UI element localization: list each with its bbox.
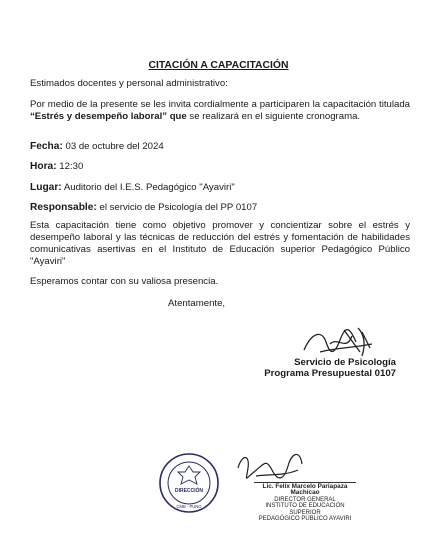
intro-text-after: se realizará en el siguiente cronograma.: [186, 111, 361, 122]
official-seal: [158, 452, 220, 514]
director-role: DIRECTOR GENERAL: [274, 496, 336, 503]
responsable-line: [30, 202, 410, 214]
director-name: Lic. Felix Marcelo Pariapaza Machicao: [254, 482, 356, 497]
hora-label: Hora:: [30, 161, 57, 172]
fecha-line: [30, 141, 410, 153]
intro-que: que: [167, 111, 187, 122]
document-title: CITACIÓN A CAPACITACIÓN: [148, 60, 289, 71]
closing-line: Esperamos contar con su valiosa presencia.: [30, 276, 219, 287]
signature-line-2: Programa Presupuestal 0107: [264, 368, 396, 379]
intro-text-before: Por medio de la presente se les invita cordialmente a participaren la capacitación titulada: [30, 99, 410, 110]
greeting: Estimados docentes y personal administrativo:: [30, 78, 228, 89]
director-signature: [232, 446, 306, 484]
sign-off: Atentamente,: [168, 298, 226, 309]
signature-line-1: Servicio de Psicología: [294, 357, 396, 368]
objective-paragraph: Esta capacitación tiene como objetivo promover y concientizar sobre el estrés y desempeño laboral y las técnicas de reducción del estrés y fomentación de habilidades comunicativas asertivas en el Instituto de Educación superior Pedagógico Público "Ayaviri": [30, 220, 410, 267]
seal-place: CMB - PUNO: [176, 504, 202, 509]
intro-paragraph: [30, 99, 410, 123]
psychology-signature: [300, 322, 380, 362]
lugar-line: [30, 182, 410, 194]
signature-block: [180, 357, 396, 379]
fecha-label: Fecha:: [30, 141, 63, 152]
lugar-label: Lugar:: [30, 182, 62, 193]
fecha-value: 03 de octubre del 2024: [62, 141, 164, 152]
director-block: [254, 482, 356, 522]
hora-line: [30, 161, 410, 173]
lugar-value: Auditorio del I.E.S. Pedagógico "Ayaviri": [61, 182, 235, 193]
seal-text: DIRECCIÓN: [174, 488, 204, 494]
responsable-value: el servicio de Psicología del PP 0107: [96, 202, 258, 213]
director-institution-1: INSTITUTO DE EDUCACIÓN SUPERIOR: [265, 503, 345, 516]
event-title: “Estrés y desempeño laboral”: [30, 111, 168, 122]
director-institution-2: PEDAGÓGICO PÚBLICO AYAVIRI: [258, 516, 352, 523]
hora-value: 12:30: [56, 161, 84, 172]
responsable-label: Responsable:: [30, 202, 97, 213]
